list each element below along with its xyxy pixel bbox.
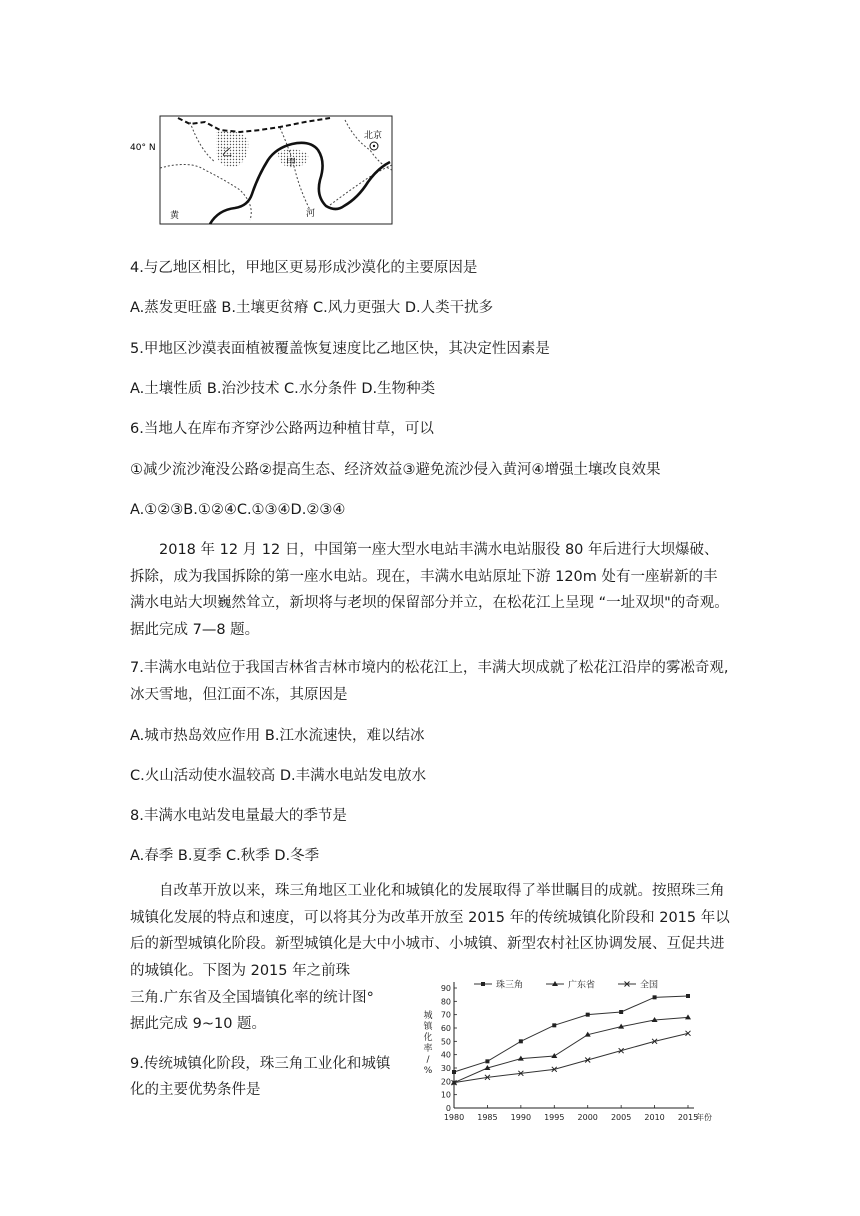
x-tick-label: 2010 (644, 1113, 665, 1122)
q6-stem: 6.当地人在库布齐穿沙公路两边种植甘草，可以 (130, 421, 434, 437)
x-tick-label: 2000 (577, 1113, 598, 1122)
q4-options: A.蒸发更旺盛 B.土壤更贫瘠 C.风力更强大 D.人类干扰多 (130, 300, 494, 316)
latitude-label: 40° N (130, 143, 156, 153)
x-tick-label: 1985 (477, 1113, 498, 1122)
beijing-label: 北京 (364, 131, 383, 141)
legend-marker (481, 982, 485, 986)
q9-stem-line1: 9.传统城镇化阶段，珠三角工业化和城镇 (130, 1056, 391, 1072)
province-border (345, 120, 392, 170)
region-jia-label: 甲 (286, 158, 296, 169)
data-point (653, 995, 657, 999)
y-tick-label: 30 (440, 1064, 451, 1073)
legend-label: 珠三角 (496, 980, 524, 991)
y-tick-label: 90 (440, 984, 451, 993)
x-tick-label: 2015 (677, 1113, 699, 1122)
y-tick-label: 40 (440, 1050, 451, 1060)
y-tick-label: 0 (445, 1104, 451, 1113)
x-tick-label: 1980 (443, 1113, 465, 1122)
region-yi-label: 乙 (222, 148, 232, 159)
he-label: 河 (306, 209, 316, 219)
province-border (280, 128, 310, 210)
q8-stem: 8.丰满水电站发电量最大的季节是 (130, 808, 347, 824)
x-tick-label: 1995 (544, 1113, 565, 1122)
data-point (686, 994, 690, 998)
y-tick-label: 10 (440, 1090, 451, 1100)
x-axis-label: 年份 (696, 1113, 712, 1122)
province-border (190, 122, 215, 162)
data-point (452, 1070, 456, 1074)
data-point (551, 1053, 557, 1058)
legend-label: 广东省 (568, 980, 596, 991)
data-point (619, 1010, 623, 1014)
y-axis-label-char: / (426, 1055, 430, 1065)
q6-statements: ①减少流沙淹没公路②提高生态、经济效益③避免流沙侵入黄河④增强土壤改良效果 (130, 462, 661, 478)
passage-fengman: 2018 年 12 月 12 日，中国第一座大型水电站丰满水电站服役 80 年后进行大坝爆破、拆除，成为我国拆除的第一座水电站。现在，丰满水电站原址下游 120m 处有一座崭新的丰满水电站大坝巍然耸立，新坝将与老坝的保留部分并立，在松花江上呈现 “一址双坝"的奇观。据此完成 7—8 题。 (130, 542, 729, 638)
q5-stem: 5.甲地区沙漠表面植被覆盖恢复速度比乙地区快，其决定性因素是 (130, 341, 550, 357)
legend-label: 全国 (640, 980, 659, 991)
y-axis-label-char: 镇 (423, 1022, 433, 1032)
q6-options: A.①②③B.①②④C.①③④D.②③④ (130, 502, 346, 518)
y-axis-label-char: 城 (423, 1011, 433, 1021)
data-point (485, 1059, 489, 1063)
passage-prd-tail1: 三角.广东省及全国墙镇化率的统计图° (130, 990, 374, 1006)
q9-stem-line2: 化的主要优势条件是 (130, 1082, 261, 1098)
data-point (519, 1039, 523, 1043)
x-tick-label: 2005 (610, 1113, 632, 1122)
series-line-1 (454, 1017, 688, 1082)
q7-stem: 7.丰满水电站位于我国吉林省吉林市境内的松花江上，丰满大坝成就了松花江沿岸的雾凇奇观,冰天雪地，但江面不冻，其原因是 (130, 660, 729, 703)
national-border (178, 118, 330, 132)
y-tick-label: 60 (440, 1024, 451, 1033)
q8-options: A.春季 B.夏季 C.秋季 D.冬季 (130, 848, 320, 864)
map-figure (130, 110, 400, 230)
y-tick-label: 50 (440, 1037, 451, 1047)
desert-yi (216, 131, 248, 167)
passage-prd: 自改革开放以来，珠三角地区工业化和城镇化的发展取得了举世瞩目的成就。按照珠三角城镇化发展的特点和速度，可以将其分为改革开放至 2015 年的传统城镇化阶段和 2015 年以后的新型城镇化阶段。新型城镇化是大中小城市、小城镇、新型农村社区协调发展、互促共进的城镇化。下图为 2015 年之前珠 (130, 883, 730, 979)
q4-stem: 4.与乙地区相比，甲地区更易形成沙漠化的主要原因是 (130, 260, 478, 276)
huang-label: 黄 (170, 211, 180, 221)
province-border (330, 165, 392, 205)
q7-options-ab: A.城市热岛效应作用 B.江水流速快，难以结冰 (130, 728, 425, 744)
q5-options: A.土壤性质 B.治沙技术 C.水分条件 D.生物种类 (130, 381, 436, 397)
passage-prd-tail2: 据此完成 9~10 题。 (130, 1016, 267, 1032)
y-axis-label-char: % (423, 1066, 433, 1076)
y-tick-label: 80 (440, 997, 451, 1007)
y-axis-label-char: 化 (423, 1033, 433, 1043)
urbanization-chart (418, 974, 718, 1130)
y-tick-label: 70 (440, 1010, 451, 1020)
y-tick-label: 20 (440, 1077, 451, 1087)
data-point (685, 1014, 691, 1019)
y-axis-label-char: 率 (423, 1044, 433, 1054)
q7-options-cd: C.火山活动使水温较高 D.丰满水电站发电放水 (130, 768, 427, 784)
map-frame (160, 116, 392, 224)
x-tick-label: 1990 (510, 1113, 532, 1122)
data-point (552, 1023, 556, 1027)
data-point (586, 1013, 590, 1017)
